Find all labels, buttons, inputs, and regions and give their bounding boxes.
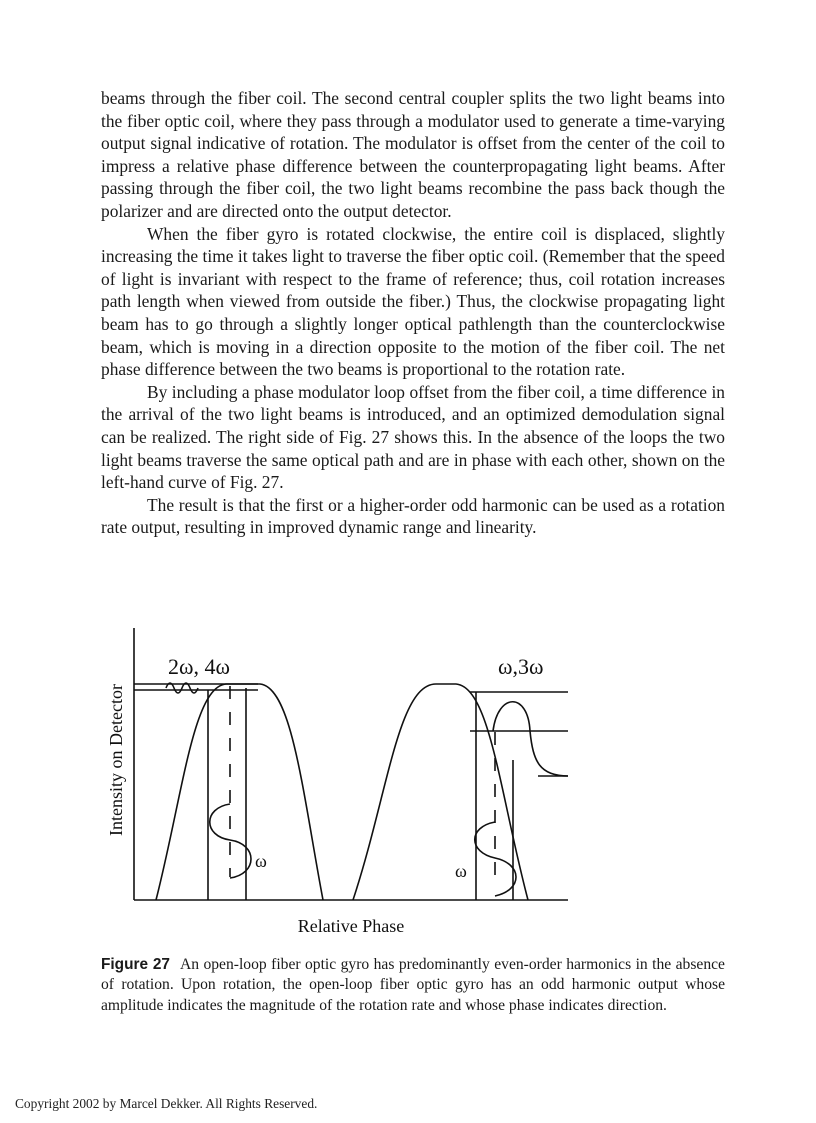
paragraph-2: When the fiber gyro is rotated clockwise, the entire coil is displaced, slightly increasing the time it takes light to traverse the fiber optic coil. (Remember that the speed of light is invariant with respect to the frame of reference; thus, coil rotation increases path length when viewed from outside the fiber.) Thus, the clockwise propagating light beam has to go through a slightly longer optical pathlength than the counterclockwise beam, which is moving in a direction opposite to the motion of the fiber coil. The net phase difference between the two beams is proportional to the rotation rate. — [101, 223, 725, 380]
paragraph-1: beams through the fiber coil. The second central coupler splits the two light beams into the fiber optic coil, where they pass through a modulator used to generate a time-varying output signal indicative of rotation. The modulator is offset from the center of the coil to impress a relative phase difference between the counterpropagating light beams. After passing through the fiber coil, the two light beams recombine the pass back though the polarizer and are directed onto the output detector. — [101, 88, 725, 221]
body-text — [101, 87, 725, 539]
caption-label: Figure 27 — [101, 956, 170, 973]
figure-27 — [98, 622, 578, 942]
y-axis-label: Intensity on Detector — [106, 684, 126, 836]
copyright-footer: Copyright 2002 by Marcel Dekker. All Rights Reserved. — [15, 1096, 318, 1111]
figure-diagram — [98, 622, 578, 942]
left-omega-wave — [210, 804, 251, 878]
x-axis-label: Relative Phase — [297, 916, 405, 936]
figure-caption — [101, 955, 725, 1016]
left-intensity-curve — [156, 684, 323, 900]
right-omega-label: ω — [455, 861, 467, 881]
right-omega-wave — [475, 822, 516, 896]
left-harmonics-label: 2ω, 4ω — [168, 654, 230, 679]
caption-text: An open-loop fiber optic gyro has predominantly even-order harmonics in the absence of rotation. Upon rotation, the open-loop fiber optic gyro has an odd harmonic output whose amplitude indicates the magnitude of the rotation rate and whose phase indicates direction. — [101, 956, 725, 1014]
left-omega-label: ω — [255, 851, 267, 871]
paragraph-4: The result is that the first or a higher-order odd harmonic can be used as a rotation rate output, resulting in improved dynamic range and linearity. — [101, 494, 725, 538]
right-intensity-curve — [353, 684, 528, 900]
right-omega-wave-top — [493, 702, 568, 776]
paragraph-3: By including a phase modulator loop offset from the fiber coil, a time difference in the arrival of the two light beams is introduced, and an optimized demodulation signal can be realized. The right side of Fig. 27 shows this. In the absence of the loops the two light beams traverse the same optical path and are in phase with each other, shown on the left-hand curve of Fig. 27. — [101, 381, 725, 493]
right-harmonics-label: ω,3ω — [498, 654, 544, 679]
